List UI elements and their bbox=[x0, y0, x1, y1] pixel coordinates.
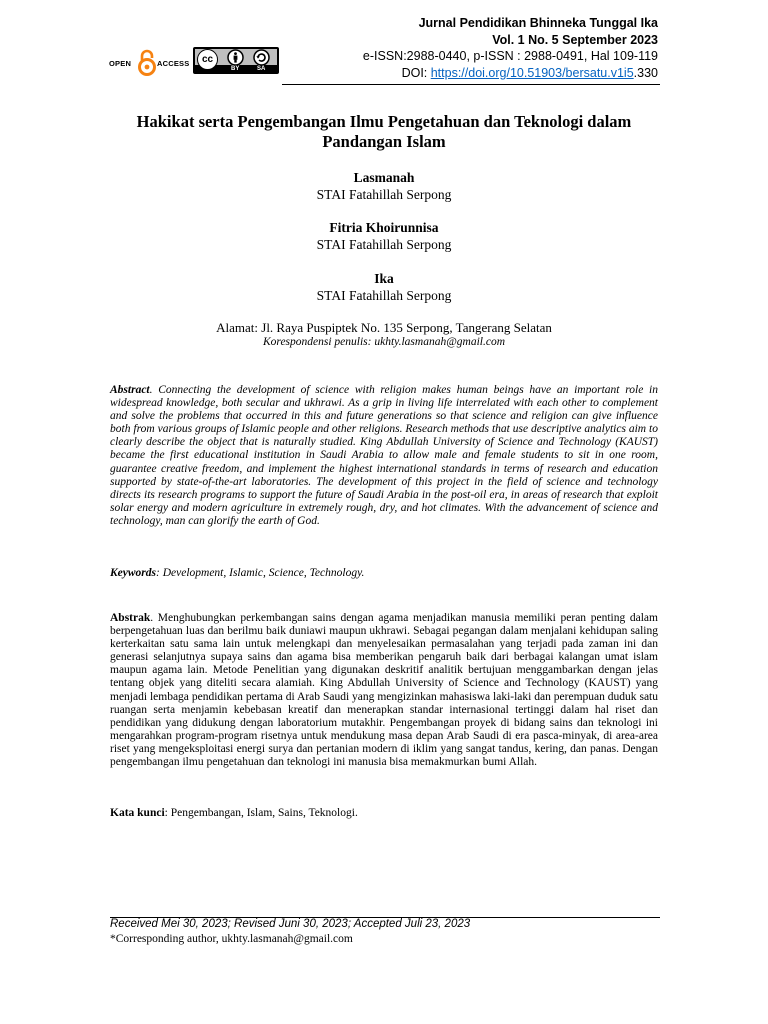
journal-header bbox=[363, 15, 658, 81]
author-affiliation: STAI Fatahillah Serpong bbox=[316, 187, 452, 202]
received-dates: Received Mei 30, 2023; Revised Juni 30, 2023; Accepted Juli 23, 2023 bbox=[110, 918, 471, 930]
access-label: ACCESS bbox=[157, 59, 190, 68]
keywords-id bbox=[110, 807, 658, 820]
author-name: Ika bbox=[374, 271, 394, 286]
keywords-en-text: : Development, Islamic, Science, Technology. bbox=[156, 567, 365, 579]
header-rule bbox=[282, 84, 660, 85]
keywords-id-label: Kata kunci bbox=[110, 807, 165, 819]
cc-by-sa-badge bbox=[193, 47, 279, 74]
corresponding-author: *Corresponding author, ukhty.lasmanah@gmail.com bbox=[110, 933, 353, 945]
open-label: OPEN bbox=[109, 59, 132, 68]
abstract-id-text: . Menghubungkan perkembangan sains dengan agama menjadikan manusia memiliki peran penting dalam berpengetahuan luas dan berilmu baik duniawi maupun ukhrawi. Sebagai pegangan dalam menjalani kehidupan saling kerterkaitan satu sama lain untuk melengkapi dan menyelesaikan permasalahan yang terjadi pada zaman ini dan generasi selanjutnya supaya sains dan agama bisa memberikan pengaruh baik dari berbagai kalangan umat islam maupun agama lain. Metode Penelitian yang digunakan deskritif analitik bertujuan menggambarkan dengan jelas tentang objek yang diteliti secara alamiah. King Abdullah University of Science and Technology (KAUST) yang menjadi lembaga pendidikan pertama di Arab Saudi yang mengizinkan mahasiswa laki-laki dan perempuan duduk satu ruangan serta menjamin kebebasan kreatif dan menerapkan standar internasional tertinggi dalam hal riset dan pendidikan yang didukung dengan laboratorium mutakhir. Pengembangan proyek di bidang sains dan teknologi ini mengarahkan program-program risetnya untuk mendukung masa depan Arab Saudi di era pasca-minyak, di area-area riset yang mengeksploitasi energi surya dan pertanian modern di iklim yang sangat tandus, kering, dan panas. Dengan pengembangan ilmu pengetahuan dan teknologi ini manusia bisa memakmurkan bumi Allah. bbox=[110, 612, 658, 769]
abstract-en bbox=[110, 384, 658, 528]
issn-line: e-ISSN:2988-0440, p-ISSN : 2988-0491, Hal 109-119 bbox=[362, 49, 658, 63]
author-name: Lasmanah bbox=[353, 170, 415, 185]
abstract-en-text: . Connecting the development of science with religion makes human beings have an important role in widespread knowledge, both secular and ukhrawi. As a grip in living life interrelated with each other to complement and solve the problems that occurred in this and future generations so that science and religion can give influence both from various groups of Islamic people and other religions. Research methods that use descriptive analytics aim to clearly describe the object that is naturally studied. King Abdullah University of Science and Technology (KAUST) became the first educational institution in Saudi Arabia to allow male and female students to sit in one room, guarantee creative freedom, and implement the highest international standards in terms of research and education supported by state-of-the-art laboratories. The development of this project in the field of science and technology directs its research programs to support the future of Saudi Arabia in the post-oil era, in areas of research that exploit solar energy and modern agriculture in extremely rough, dry, and hot climates. With the advancement of science and technology, man can glorify the earth of God. bbox=[110, 384, 658, 527]
author-name: Fitria Khoirunnisa bbox=[329, 220, 439, 235]
address: Alamat: Jl. Raya Puspiptek No. 135 Serpong, Tangerang Selatan bbox=[216, 320, 552, 335]
by-label: BY bbox=[231, 66, 240, 72]
doi-label: DOI: bbox=[401, 65, 431, 80]
volume-line: Vol. 1 No. 5 September 2023 bbox=[492, 32, 658, 47]
doi-line bbox=[363, 65, 658, 82]
correspondence: Korespondensi penulis: ukhty.lasmanah@gmail.com bbox=[262, 336, 506, 348]
abstract-id bbox=[110, 612, 658, 769]
share-alike-icon bbox=[253, 49, 270, 66]
abstract-id-label: Abstrak bbox=[110, 612, 151, 624]
journal-name: Jurnal Pendidikan Bhinneka Tunggal Ika bbox=[418, 16, 658, 30]
attribution-person-icon bbox=[227, 49, 244, 66]
open-access-lock-icon bbox=[136, 48, 158, 78]
doi-link[interactable]: https://doi.org/10.51903/bersatu.v1i5 bbox=[430, 65, 634, 80]
open-access-logo bbox=[109, 56, 195, 78]
author-affiliation: STAI Fatahillah Serpong bbox=[316, 288, 452, 303]
doi-suffix: .330 bbox=[633, 65, 658, 80]
sa-label: SA bbox=[257, 66, 266, 72]
cc-label: cc bbox=[201, 54, 214, 65]
abstract-en-label: Abstract bbox=[110, 384, 150, 396]
keywords-en-label: Keywords bbox=[110, 567, 156, 579]
keywords-en bbox=[110, 567, 658, 580]
keywords-id-text: : Pengembangan, Islam, Sains, Teknologi. bbox=[164, 807, 358, 819]
paper-title: Hakikat serta Pengembangan Ilmu Pengetahuan dan Teknologi dalam Pandangan Islam bbox=[136, 112, 632, 151]
cc-icon bbox=[197, 49, 218, 70]
author-affiliation: STAI Fatahillah Serpong bbox=[316, 237, 452, 252]
